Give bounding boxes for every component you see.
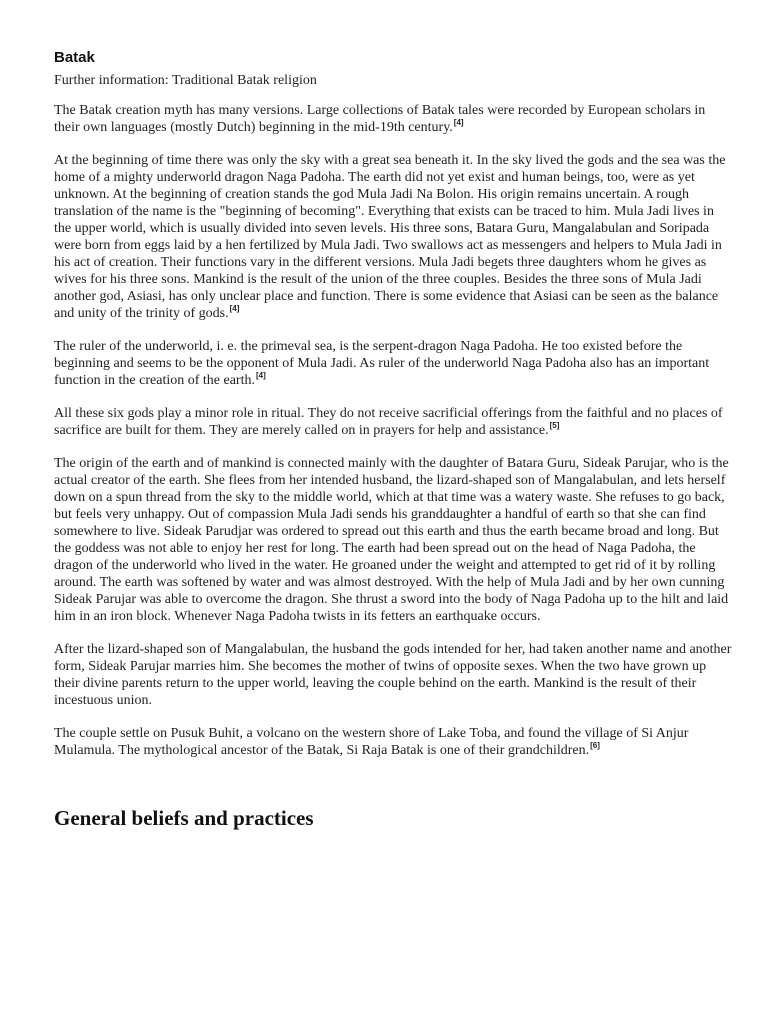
paragraph-origin-of-earth (54, 455, 732, 625)
section-heading: Batak (54, 49, 95, 66)
next-section-heading: General beliefs and practices (54, 806, 314, 830)
paragraph-text: After the lizard-shaped son of Mangalabulan, the husband the gods intended for her, had taken another name and another form, Sideak Parujar marries him. She becomes the mother of twins of opposite sexes. When the two have grown up their divine parents return to the upper world, leaving the couple behind on the earth. Mankind is the result of their incestuous union. (54, 642, 732, 708)
citation-ref[interactable]: [4] (453, 118, 464, 128)
citation-ref[interactable]: [4] (229, 304, 240, 314)
paragraph-pusuk-buhit (54, 725, 732, 759)
citation-ref[interactable]: [6] (590, 741, 600, 751)
paragraph-text: All these six gods play a minor role in ritual. They do not receive sacrificial offerings from the faithful and no places of sacrifice are built for them. They are merely called on in prayers for help and assistance. (54, 406, 723, 438)
paragraph-text: The origin of the earth and of mankind is connected mainly with the daughter of Batara Guru, Sideak Parujar, who is the actual creator of the earth. She flees from her intended husband, the lizard-shaped son of Mangalabulan, and lets herself down on a spun thread from the sky to the middle world, which at that time was a watery waste. She refuses to go back, but feels very unhappy. Out of compassion Mula Jadi sends his granddaughter a handful of earth so that she can find somewhere to live. Sideak Parudjar was ordered to spread out this earth and thus the earth became broad and long. But the goddess was not able to enjoy her rest for long. The earth had been spread out on the head of Naga Padoha, the dragon of the underworld who lived in the water. He groaned under the weight and attempted to get rid of it by rolling around. The earth was softened by water and was almost destroyed. With the help of Mula Jadi and by her own cunning Sideak Parujar was able to overcome the dragon. She thrust a sword into the body of Naga Padoha up to the hilt and laid him in an iron block. Whenever Naga Padoha twists in its fetters an earthquake occurs. (54, 456, 729, 624)
paragraph-beginning-of-time (54, 152, 732, 322)
paragraph-text: The ruler of the underworld, i. e. the primeval sea, is the serpent-dragon Naga Padoha. He too existed before the beginning and seems to be the opponent of Mula Jadi. As ruler of the underworld Naga Padoha also has an important function in the creation of the earth. (54, 339, 710, 388)
citation-ref[interactable]: [4] (255, 371, 266, 381)
further-information-note: Further information: Traditional Batak religion (54, 73, 317, 88)
article-page (54, 48, 732, 831)
paragraph-ruler-of-underworld (54, 338, 732, 389)
paragraph-text: At the beginning of time there was only the sky with a great sea beneath it. In the sky lived the gods and the sea was the home of a mighty underworld dragon Naga Padoha. The earth did not yet exist and human beings, too, were as yet unknown. At the beginning of creation stands the god Mula Jadi Na Bolon. His origin remains uncertain. A rough translation of the name is the "beginning of becoming". Everything that exists can be traced to him. Mula Jadi lives in the upper world, which is usually divided into seven levels. His three sons, Batara Guru, Mangalabulan and Soripada were born from eggs laid by a hen fertilized by Mula Jadi. Two swallows act as messengers and helpers to Mula Jadi in his act of creation. Their functions vary in the different versions. Mula Jadi begets three daughters whom he gives as wives for his three sons. Mankind is the result of the union of the three couples. Besides the three sons of Mula Jadi another god, Asiasi, has only unclear place and function. There is some evidence that Asiasi can be seen as the balance and unity of the trinity of gods. (54, 153, 726, 321)
paragraph-lizard-son (54, 641, 732, 709)
paragraph-text: The couple settle on Pusuk Buhit, a volcano on the western shore of Lake Toba, and found the village of Si Anjur Mulamula. The mythological ancestor of the Batak, Si Raja Batak is one of their grandchildren. (54, 726, 689, 758)
paragraph-six-gods (54, 405, 732, 439)
citation-ref[interactable]: [5] (549, 421, 560, 431)
paragraph-text: The Batak creation myth has many versions. Large collections of Batak tales were recorded by European scholars in their own languages (mostly Dutch) beginning in the mid-19th century. (54, 103, 706, 135)
paragraph-versions (54, 102, 732, 136)
